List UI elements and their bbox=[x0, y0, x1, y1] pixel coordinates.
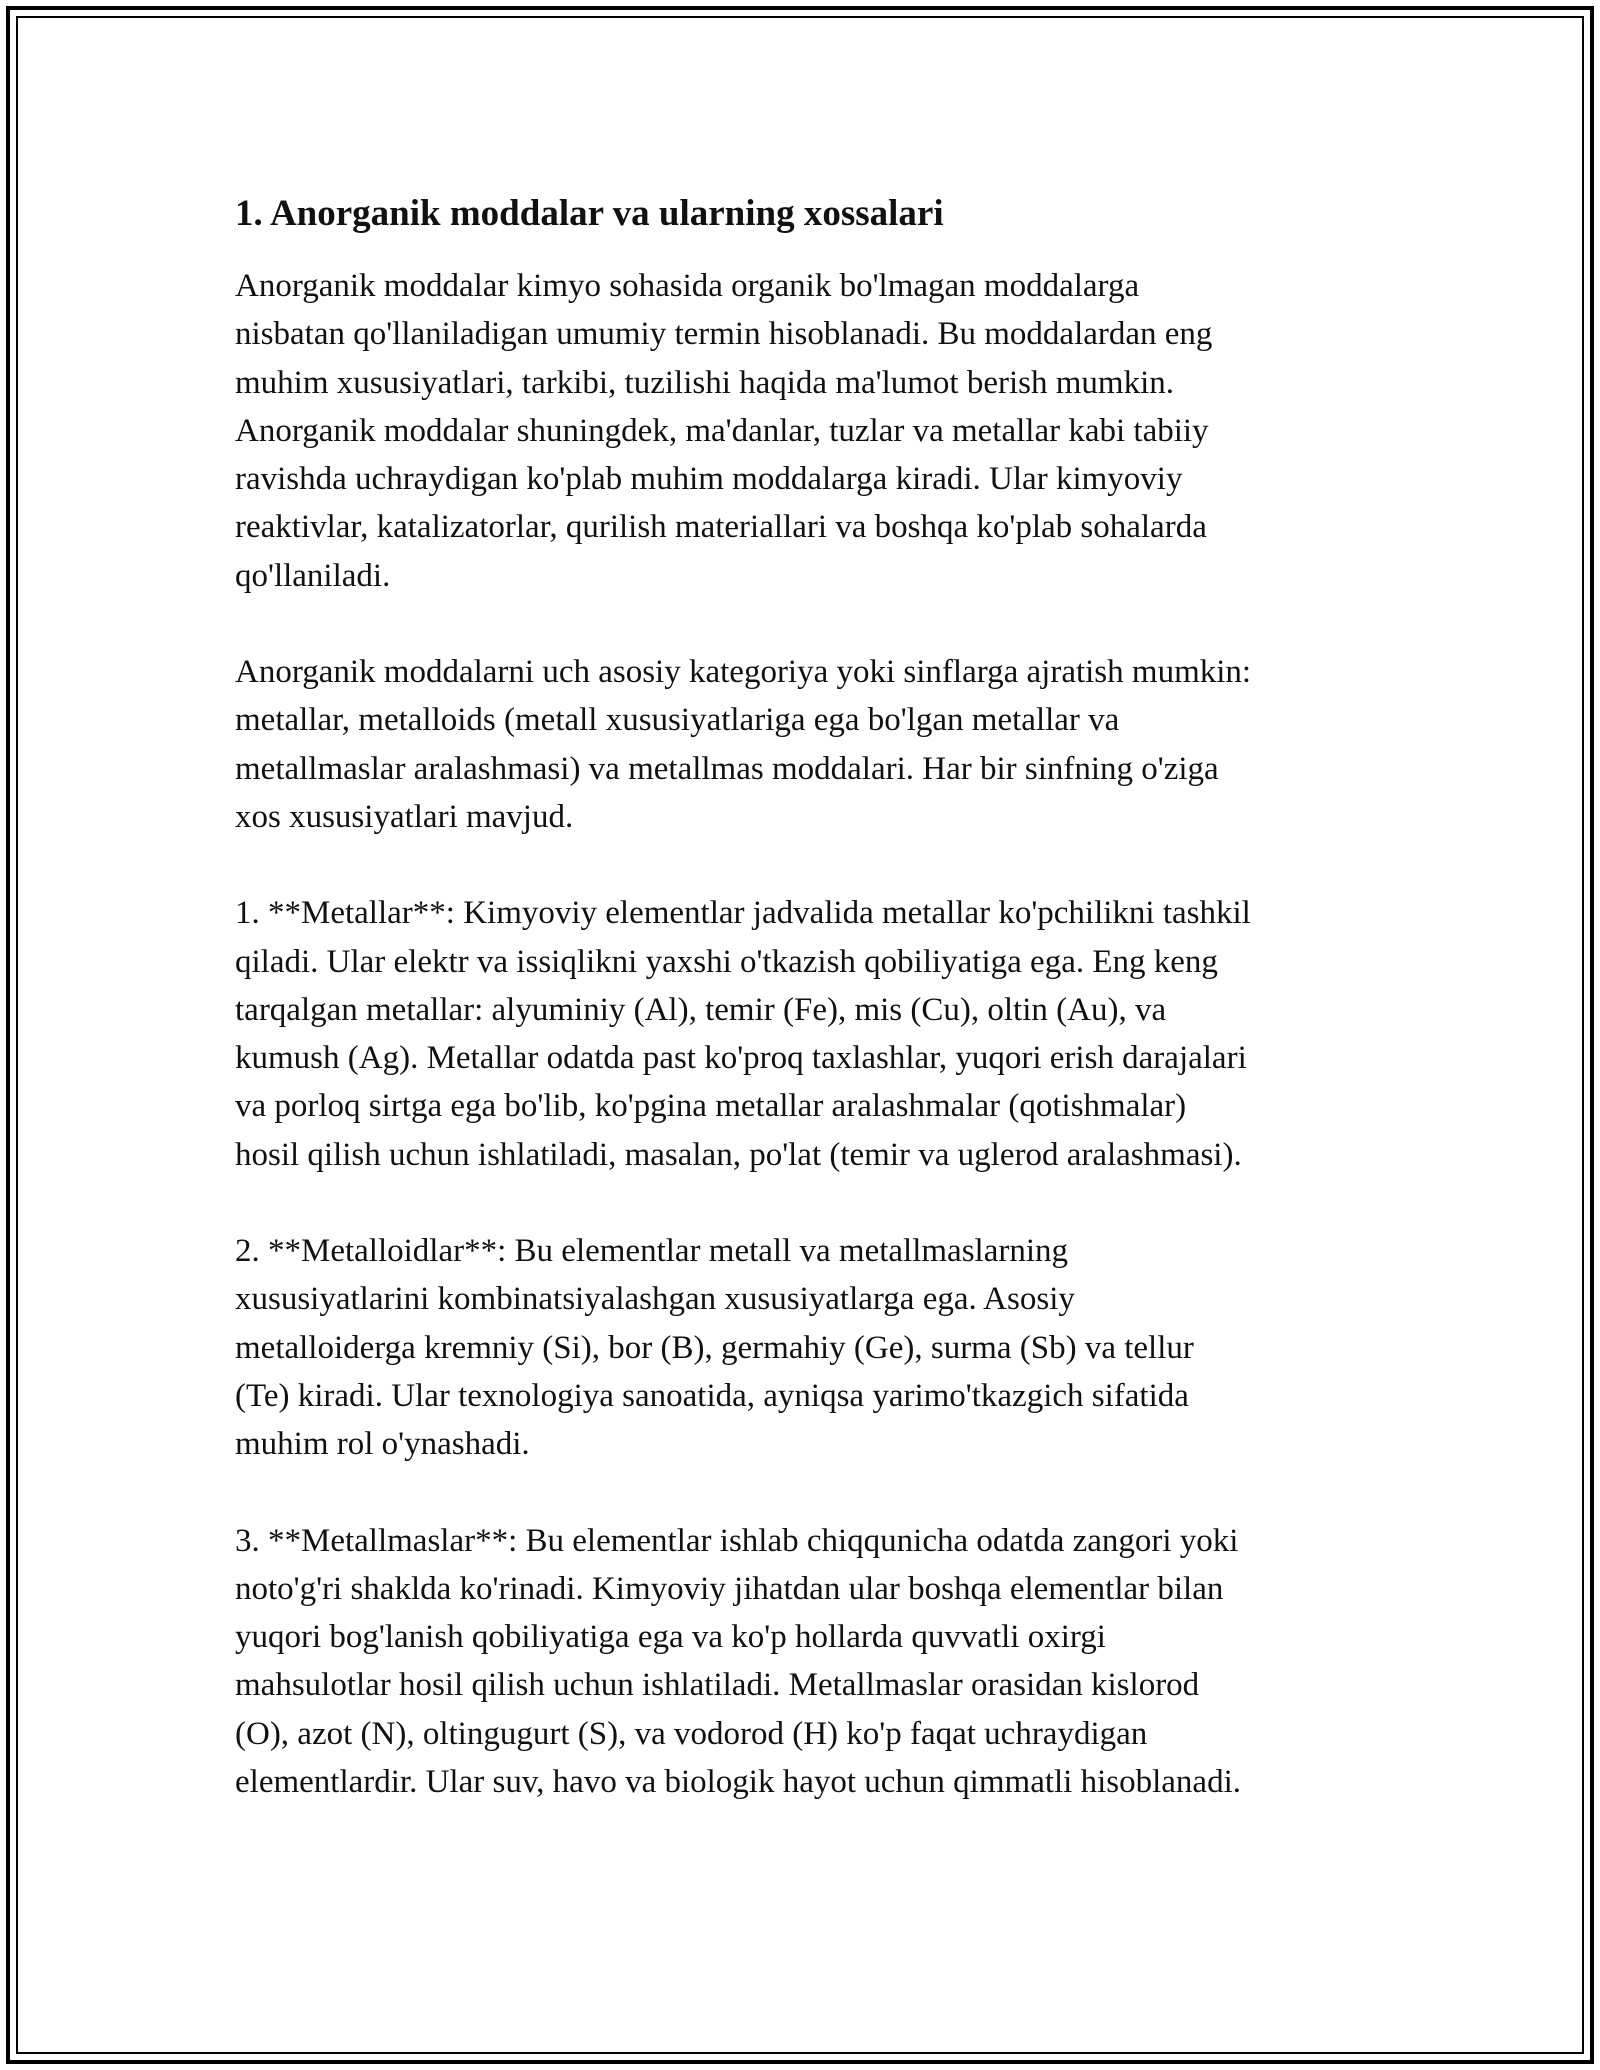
document-title: 1. Anorganik moddalar va ularning xossalari bbox=[235, 193, 944, 234]
paragraph-intro: Anorganik moddalar kimyo sohasida organik bo'lmagan moddalarga nisbatan qo'llaniladigan umumiy termin hisoblanadi. Bu moddalardan eng muhim xususiyatlari, tarkibi, tuzilishi haqida ma'lumot berish mumkin. Anorganik moddalar shuningdek, ma'danlar, tuzlar va metallar kabi tabiiy ravishda uchraydigan ko'plab muhim moddalarga kiradi. Ular kimyoviy reaktivlar, katalizatorlar, qurilish materiallari va boshqa ko'plab sohalarda qo'llaniladi. bbox=[235, 268, 1213, 594]
paragraph-metalloids: 2. **Metalloidlar**: Bu elementlar metall va metallmaslarning xususiyatlarini kombinatsiyalashgan xususiyatlarga ega. Asosiy metalloiderga kremniy (Si), bor (B), germahiy (Ge), surma (Sb) va tellur (Te) kiradi. Ular texnologiya sanoatida, ayniqsa yarimo'tkazgich sifatida muhim rol o'ynashadi. bbox=[235, 1233, 1194, 1463]
paragraph-nonmetals: 3. **Metallmaslar**: Bu elementlar ishlab chiqqunicha odatda zangori yoki noto'g'ri shaklda ko'rinadi. Kimyoviy jihatdan ular boshqa elementlar bilan yuqori bog'lanish qobiliyatiga ega va ko'p hollarda quvvatli oxirgi mahsulotlar hosil qilish uchun ishlatiladi. Metallmaslar orasidan kislorod (O), azot (N), oltingugurt (S), va vodorod (H) ko'p faqat uchraydigan elementlardir. Ular suv, havo va biologik hayot uchun qimmatli hisoblanadi. bbox=[235, 1522, 1241, 1801]
paragraph-categories: Anorganik moddalarni uch asosiy kategoriya yoki sinflarga ajratish mumkin: metallar, metalloids (metall xususiyatlariga ega bo'lgan metallar va metallmaslar aralashmasi) va metallmas moddalari. Har bir sinfning o'ziga xos xususiyatlari mavjud. bbox=[235, 654, 1252, 835]
paragraph-metals: 1. **Metallar**: Kimyoviy elementlar jadvalida metallar ko'pchilikni tashkil qiladi. Ular elektr va issiqlikni yaxshi o'tkazish qobiliyatiga ega. Eng keng tarqalgan metallar: alyuminiy (Al), temir (Fe), mis (Cu), oltin (Au), va kumush (Ag). Metallar odatda past ko'proq taxlashlar, yuqori erish darajalari va porloq sirtga ega bo'lib, ko'pgina metallar aralashmalar (qotishmalar) hosil qilish uchun ishlatiladi, masalan, po'lat (temir va uglerod aralashmasi). bbox=[235, 895, 1251, 1173]
document-body bbox=[235, 186, 1375, 1806]
